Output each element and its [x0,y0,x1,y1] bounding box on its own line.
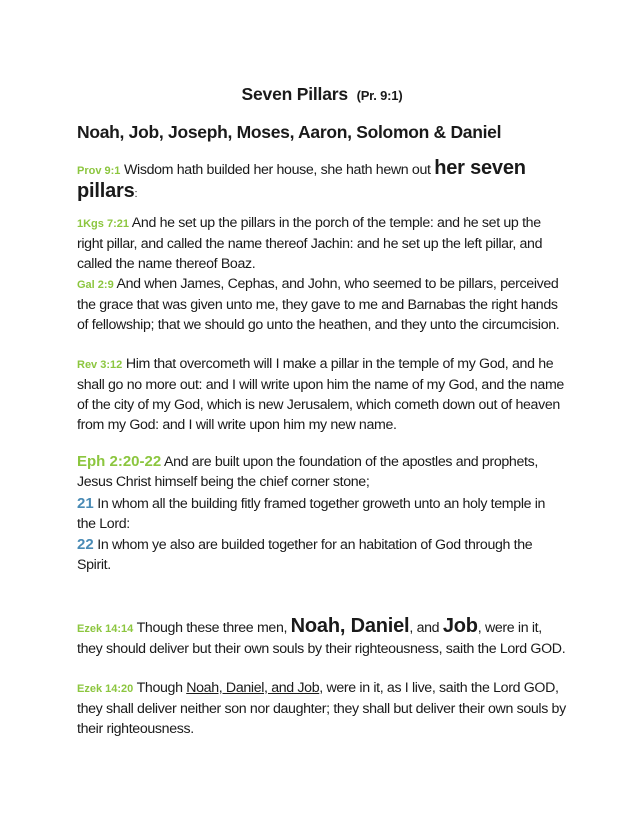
verse-reference: Ezek 14:20 [77,683,134,695]
title-text: Seven Pillars [241,84,348,104]
verse-text: And he set up the pillars in the porch of the temple: and he set up the right pillar, and called the name thereof Jachin: and he set up the left pillar, and called the name thereof Boaz. [77,215,543,272]
verse-text: Him that overcometh will I make a pillar in the temple of my God, and he shall go no more out: and I will write upon him the name of my God, and the name of the city of my God, which is new Jerusalem, which cometh down out of heaven from my God: and I will write upon him my new name. [77,356,564,433]
verse-eph-2-21 [77,494,567,534]
verse-emphasis: Job [442,615,478,637]
verse-ezek-14-20 [77,678,567,739]
verse-reference: 1Kgs 7:21 [77,218,129,230]
verse-text: : [134,188,138,200]
verse-text: Though [133,680,187,696]
verse-reference: Eph 2:20-22 [77,453,162,470]
title-reference: (Pr. 9:1) [356,88,403,103]
verse-eph-2-20 [77,452,567,492]
verse-reference: Rev 3:12 [77,359,123,371]
verse-number: 22 [77,536,94,553]
verse-emphasis: her seven [434,157,526,179]
verse-ezek-14-14 [77,616,567,659]
verse-text: , and [409,620,443,636]
verse-text: In whom ye also are builded together for an habitation of God through the Spirit. [77,537,533,573]
verse-reference: Prov 9:1 [77,165,121,177]
verse-emphasis: Noah, Daniel [290,615,410,637]
verse-text: And are built upon the foundation of the apostles and prophets, Jesus Christ himself being the chief corner stone; [77,454,538,490]
verse-reference: Gal 2:9 [77,279,114,291]
verse-1kgs-7-21 [77,213,567,274]
page-subtitle: Noah, Job, Joseph, Moses, Aaron, Solomon & Daniel [77,122,502,142]
verse-prov-9-1 [77,158,567,204]
verse-text: And when James, Cephas, and John, who seemed to be pillars, perceived the grace that was given unto me, they gave to me and Barnabas the right hands of fellowship; that we should go unto the heathen, and they unto the circumcision. [77,276,560,333]
page-title [77,84,567,105]
verse-text: , were in it, they should deliver but their own souls by their righteousness, saith the Lord GOD. [77,620,566,657]
verse-number: 21 [77,495,94,512]
verse-eph-2-22 [77,535,567,575]
verse-gal-2-9 [77,274,567,335]
verse-reference: Ezek 14:14 [77,623,134,635]
verse-text: In whom all the building fitly framed together groweth unto an holy temple in the Lord: [77,496,546,532]
verse-underlined: Noah, Daniel, and Job [186,680,320,696]
verse-text: , were in it, as I live, saith the Lord GOD, they shall deliver neither son nor daughter; they shall but deliver their own souls by their righteousness. [77,680,566,737]
verse-emphasis: pillars [77,180,135,202]
verse-text: Wisdom hath builded her house, she hath hewn out [120,162,435,178]
verse-rev-3-12 [77,354,567,435]
verse-text: Though these three men, [133,620,291,636]
